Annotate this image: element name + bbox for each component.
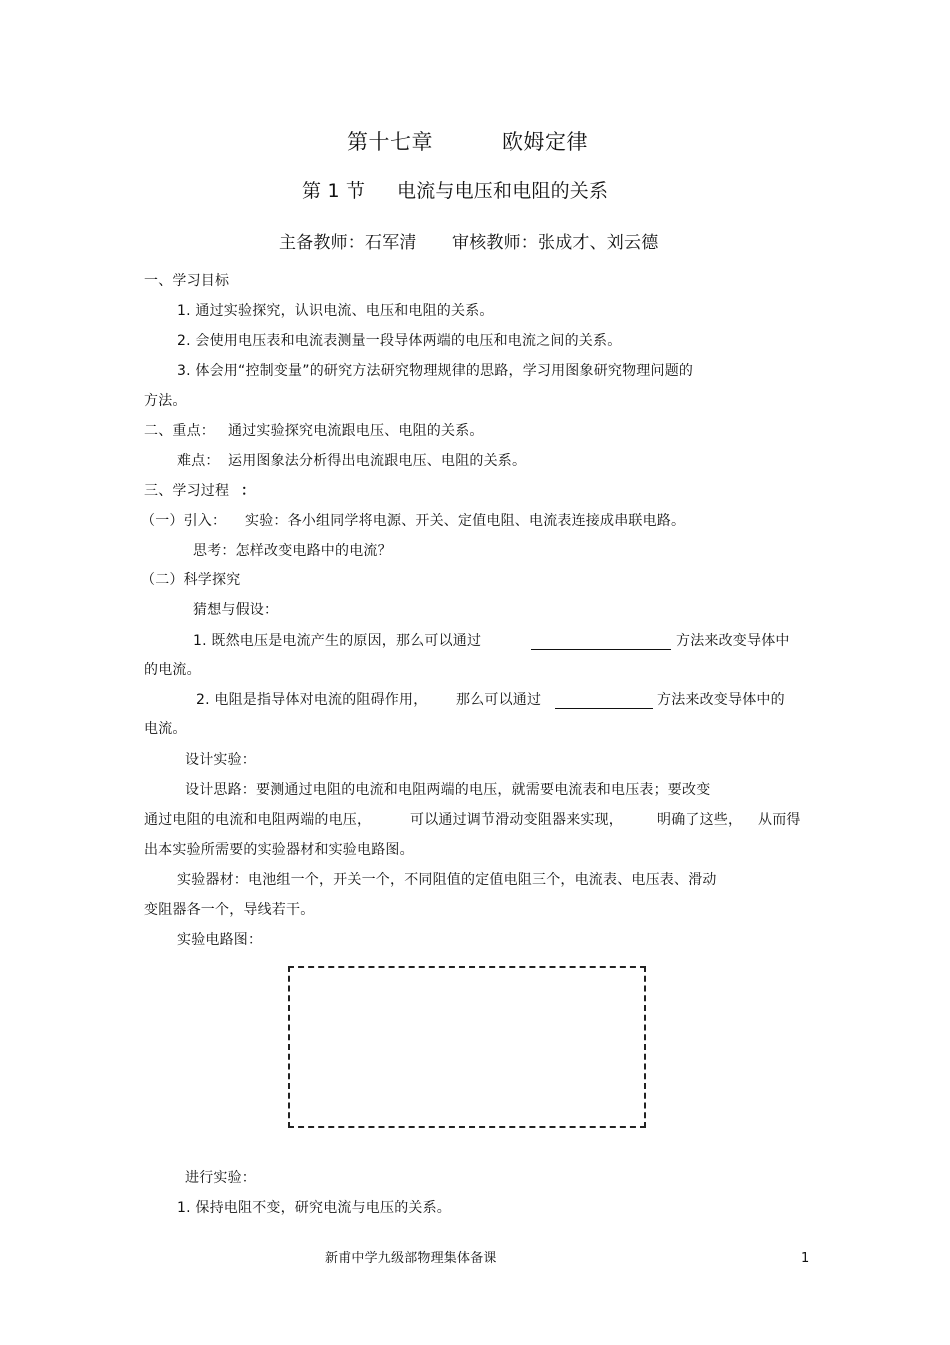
section-number: 第 1 节 [302,180,366,202]
intro-text: 实验：各小组同学将电源、开关、定值电阻、电流表连接成串联电路。 [245,513,686,529]
goal-item-3: 3. 体会用“控制变量”的研究方法研究物理规律的思路，学习用图象研究物理问题的 [177,363,694,379]
section-title: 电流与电压和电阻的关系 [397,180,609,202]
equipment-line-1: 实验器材：电池组一个，开关一个，不同阻值的定值电阻三个，电流表、电压表、滑动 [177,872,717,888]
explore-heading: （二）科学探究 [141,572,241,588]
key-point-text: 通过实验探究电流跟电压、电阻的关系。 [228,423,484,439]
goal-item-3-continued: 方法。 [144,393,187,409]
chapter-name: 欧姆定律 [502,130,588,154]
equipment-line-2: 变阻器各一个，导线若干。 [144,902,315,918]
footer-school: 新甫中学九级部物理集体备课 [325,1251,497,1266]
design-idea-line-3: 出本实验所需要的实验器材和实验电路图。 [144,842,414,858]
intro-label: （一）引入： [141,513,227,529]
circuit-diagram-label: 实验电路图： [177,932,263,948]
page-number: 1 [801,1251,810,1266]
difficulty-label: 难点： [177,453,220,469]
design-idea-line-1: 设计思路：要测通过电阻的电流和电阻两端的电压，就需要电流表和电压表；要改变 [185,782,711,798]
design-idea-line-2b: 可以通过调节滑动变阻器来实现， [410,812,623,828]
chapter-number: 第十七章 [347,130,433,154]
design-heading: 设计实验： [185,752,256,768]
difficulty-text: 运用图象法分析得出电流跟电压、电阻的关系。 [228,453,527,469]
process-heading-colon: ： [241,483,256,499]
conduct-heading: 进行实验： [185,1170,256,1186]
hypothesis-2-blank[interactable] [555,708,653,709]
hypothesis-heading: 猜想与假设： [193,602,279,618]
goal-item-2: 2. 会使用电压表和电流表测量一段导体两端的电压和电流之间的关系。 [177,333,622,349]
review-teacher: 审核教师：张成才、刘云德 [452,233,659,253]
hypothesis-2-text: 2. 电阻是指导体对电流的阻碍作用， [196,692,428,708]
key-points-heading: 二、重点： [144,423,215,439]
design-idea-line-2a: 通过电阻的电流和电阻两端的电压， [144,812,372,828]
hypothesis-1-text-end: 方法来改变导体中 [676,633,790,649]
hypothesis-1-continued: 的电流。 [144,662,201,678]
hypothesis-1-text: 1. 既然电压是电流产生的原因，那么可以通过 [193,633,482,649]
hypothesis-2-continued: 电流。 [144,721,187,737]
hypothesis-2-text-end: 方法来改变导体中的 [657,692,785,708]
design-idea-line-2d: 从而得 [758,812,801,828]
prep-teacher: 主备教师：石军清 [279,233,417,253]
design-idea-line-2c: 明确了这些， [657,812,743,828]
hypothesis-2-text-mid: 那么可以通过 [456,692,542,708]
think-question: 思考：怎样改变电路中的电流？ [193,543,392,559]
hypothesis-1-blank[interactable] [531,649,671,650]
goals-heading: 一、学习目标 [144,273,230,289]
goal-item-1: 1. 通过实验探究，认识电流、电压和电阻的关系。 [177,303,494,319]
process-heading: 三、学习过程 [144,483,230,499]
circuit-diagram-box[interactable] [288,966,646,1128]
experiment-step-1: 1. 保持电阻不变，研究电流与电压的关系。 [177,1200,452,1216]
